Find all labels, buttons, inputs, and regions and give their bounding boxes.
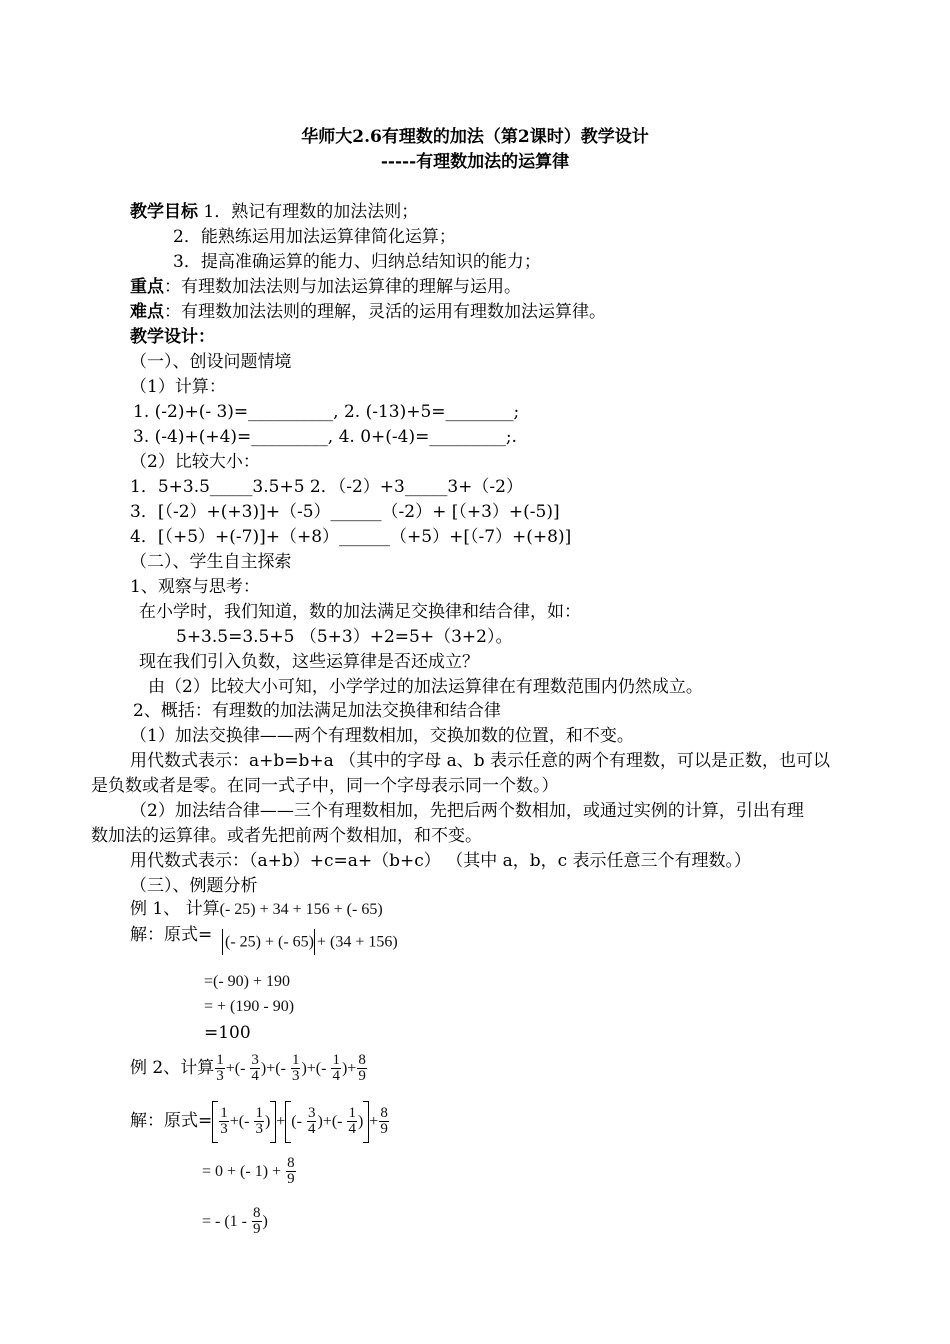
denominator: 3: [255, 1121, 263, 1137]
fraction: [254, 1106, 264, 1137]
denominator: 4: [251, 1068, 259, 1084]
solution-1-step-1: [222, 929, 398, 955]
observe-line-3: 现在我们引入负数，这些运算律是否还成立？: [139, 652, 479, 672]
example-1-expr: (- 25) + 34 + 156 + (- 65): [219, 901, 383, 918]
numerator: 1: [291, 1052, 300, 1068]
solution-1-step-4: =100: [204, 1023, 251, 1043]
paren-close: ): [262, 1213, 268, 1230]
observe-line-1: 在小学时，我们知道，数的加法满足交换律和结合律，如：: [139, 602, 581, 622]
key-point: [130, 276, 521, 298]
paren-close: ): [357, 1113, 364, 1130]
denominator: 9: [287, 1171, 295, 1187]
solution-2-label: 解：原式=: [130, 1111, 213, 1131]
numerator: 3: [307, 1105, 316, 1121]
paren-close: ): [264, 1113, 271, 1130]
plus: +: [225, 1060, 235, 1077]
denominator: 9: [380, 1121, 388, 1137]
fraction: [357, 1053, 367, 1084]
section-1: （一）、创设问题情境: [130, 352, 292, 372]
law-2-a: （2）加法结合律——三个有理数相加，先把后两个数相加，或通过实例的计算，引出有理: [130, 801, 804, 821]
example-2: [130, 1050, 368, 1087]
key-text: ：有理数加法法则与加法运算律的理解与运用。: [164, 277, 521, 297]
plus: +: [266, 1060, 276, 1077]
fraction: [291, 1053, 301, 1084]
example-1: [130, 898, 383, 921]
numerator: 3: [251, 1052, 259, 1068]
solution-1-label: 解：原式=: [130, 925, 213, 945]
calc-heading: （1）计算：: [130, 377, 226, 397]
observe-line-2: 5+3.5=3.5+5 （5+3）+2=5+（3+2）。: [176, 627, 513, 647]
paren-open: (-: [234, 1060, 250, 1077]
denominator: 4: [307, 1121, 316, 1137]
paren-close: ): [341, 1060, 348, 1077]
fraction: [347, 1106, 357, 1137]
example-1-label: 例 1、 计算: [130, 899, 220, 919]
plus: +: [369, 1113, 379, 1130]
calc-line-1: 1. (-2)+(- 3)=__________, 2. (-13)+5=________;: [133, 402, 520, 422]
denominator: 3: [216, 1068, 224, 1084]
numerator: 8: [253, 1205, 261, 1221]
fraction: [252, 1206, 262, 1237]
key-label: 重点: [130, 277, 164, 297]
numerator: 1: [255, 1105, 263, 1121]
plus: +: [322, 1113, 332, 1130]
paren-close: ): [301, 1060, 307, 1077]
fraction: [379, 1106, 389, 1137]
denominator: 9: [358, 1068, 366, 1084]
law-1: （1）加法交换律——两个有理数相加，交换加数的位置，和不变。: [130, 726, 634, 746]
numerator: 8: [287, 1155, 295, 1171]
plus: +: [347, 1060, 357, 1077]
compare-heading: （2）比较大小：: [130, 452, 260, 472]
document-title: 华师大2.6有理数的加法（第2课时）教学设计: [301, 127, 649, 147]
step-2-text: = 0 + (- 1) +: [202, 1163, 286, 1180]
observe-line-4: 由（2）比较大小可知，小学学过的加法运算律在有理数范围内仍然成立。: [148, 677, 703, 697]
goals-label: 教学目标: [130, 202, 198, 222]
numerator: 1: [348, 1105, 356, 1121]
law-2-b: 数加法的运算律。或者先把前两个数相加，和不变。: [91, 826, 482, 846]
step-1-inner: (- 25) + (- 65): [225, 933, 314, 951]
numerator: 1: [220, 1105, 228, 1121]
paren-open: (-: [291, 1113, 306, 1130]
denominator: 4: [348, 1121, 356, 1137]
solution-1-step-2: =(- 90) + 190: [204, 973, 291, 990]
fraction: [250, 1053, 260, 1084]
goals-line: [130, 201, 418, 223]
paren-open: (-: [238, 1113, 254, 1130]
fraction: [286, 1156, 296, 1187]
fraction: [215, 1053, 225, 1084]
denominator: 3: [220, 1121, 228, 1137]
solution-1-step-3: = + (190 - 90): [204, 998, 295, 1015]
step-3-text: = - (1 -: [202, 1213, 252, 1230]
solution-2-step-3: [202, 1202, 268, 1241]
difficulty: [130, 301, 606, 323]
compare-line-1: 1．5+3.5_____3.5+5 2．（-2）+3_____3+（-2）: [130, 477, 523, 497]
denominator: 3: [291, 1068, 300, 1084]
calc-line-2: 3. (-4)+(+4)=_________, 4. 0+(-4)=_________;.: [133, 427, 517, 447]
fraction: [307, 1106, 317, 1137]
document-subtitle: -----有理数加法的运算律: [380, 152, 570, 172]
law-2-expr: 用代数式表示：（a+b）+c=a+（b+c） （其中 a，b，c 表示任意三个有理数。）: [130, 851, 752, 871]
numerator: 1: [332, 1052, 340, 1068]
paren-close: ): [260, 1060, 267, 1077]
bracket-left: [212, 1101, 218, 1143]
compare-line-3: 4．[（+5）+(-7)]+（+8）______（+5）+[（-7）+(+8)]: [130, 527, 572, 547]
paren-open: (-: [331, 1113, 347, 1130]
paren-open: (-: [275, 1060, 290, 1077]
generalize-heading: 2、概括：有理数的加法满足加法交换律和结合律: [133, 701, 501, 721]
goal-2: 2．能熟练运用加法运算律简化运算；: [173, 227, 456, 247]
section-3: （三）、例题分析: [130, 876, 258, 896]
solution-2-step-2: [202, 1152, 297, 1191]
paren-close: ): [317, 1113, 323, 1130]
numerator: 1: [216, 1052, 224, 1068]
design-label: 教学设计：: [130, 327, 215, 347]
section-2: （二）、学生自主探索: [130, 552, 292, 572]
numerator: 8: [380, 1105, 388, 1121]
step-1-outer: + (34 + 156): [317, 933, 398, 951]
diff-label: 难点: [130, 302, 164, 322]
denominator: 9: [253, 1221, 261, 1237]
plus: +: [229, 1113, 239, 1130]
goal-1: 1．熟记有理数的加法法则；: [203, 202, 419, 222]
goal-3: 3．提高准确运算的能力、归纳总结知识的能力；: [173, 252, 541, 272]
paren-open: (-: [315, 1060, 331, 1077]
fraction: [219, 1106, 229, 1137]
diff-text: ：有理数加法法则的理解，灵活的运用有理数加法运算律。: [164, 302, 606, 322]
fraction: [331, 1053, 341, 1084]
example-2-label: 例 2、计算: [130, 1058, 215, 1078]
law-1-expr-b: 是负数或者是零。在同一式子中，同一个字母表示同一个数。）: [91, 776, 559, 796]
numerator: 8: [358, 1052, 366, 1068]
denominator: 4: [332, 1068, 340, 1084]
plus: +: [306, 1060, 316, 1077]
observe-heading: 1、观察与思考：: [130, 577, 260, 597]
solution-2-step-1: [130, 1100, 390, 1143]
plus: +: [276, 1113, 286, 1130]
compare-line-2: 3．[（-2）+(+3)]+（-5）______（-2）+ [（+3）+(-5)]: [130, 502, 560, 522]
law-1-expr-a: 用代数式表示：a+b=b+a （其中的字母 a、b 表示任意的两个有理数，可以是正数，也可以: [130, 751, 830, 771]
